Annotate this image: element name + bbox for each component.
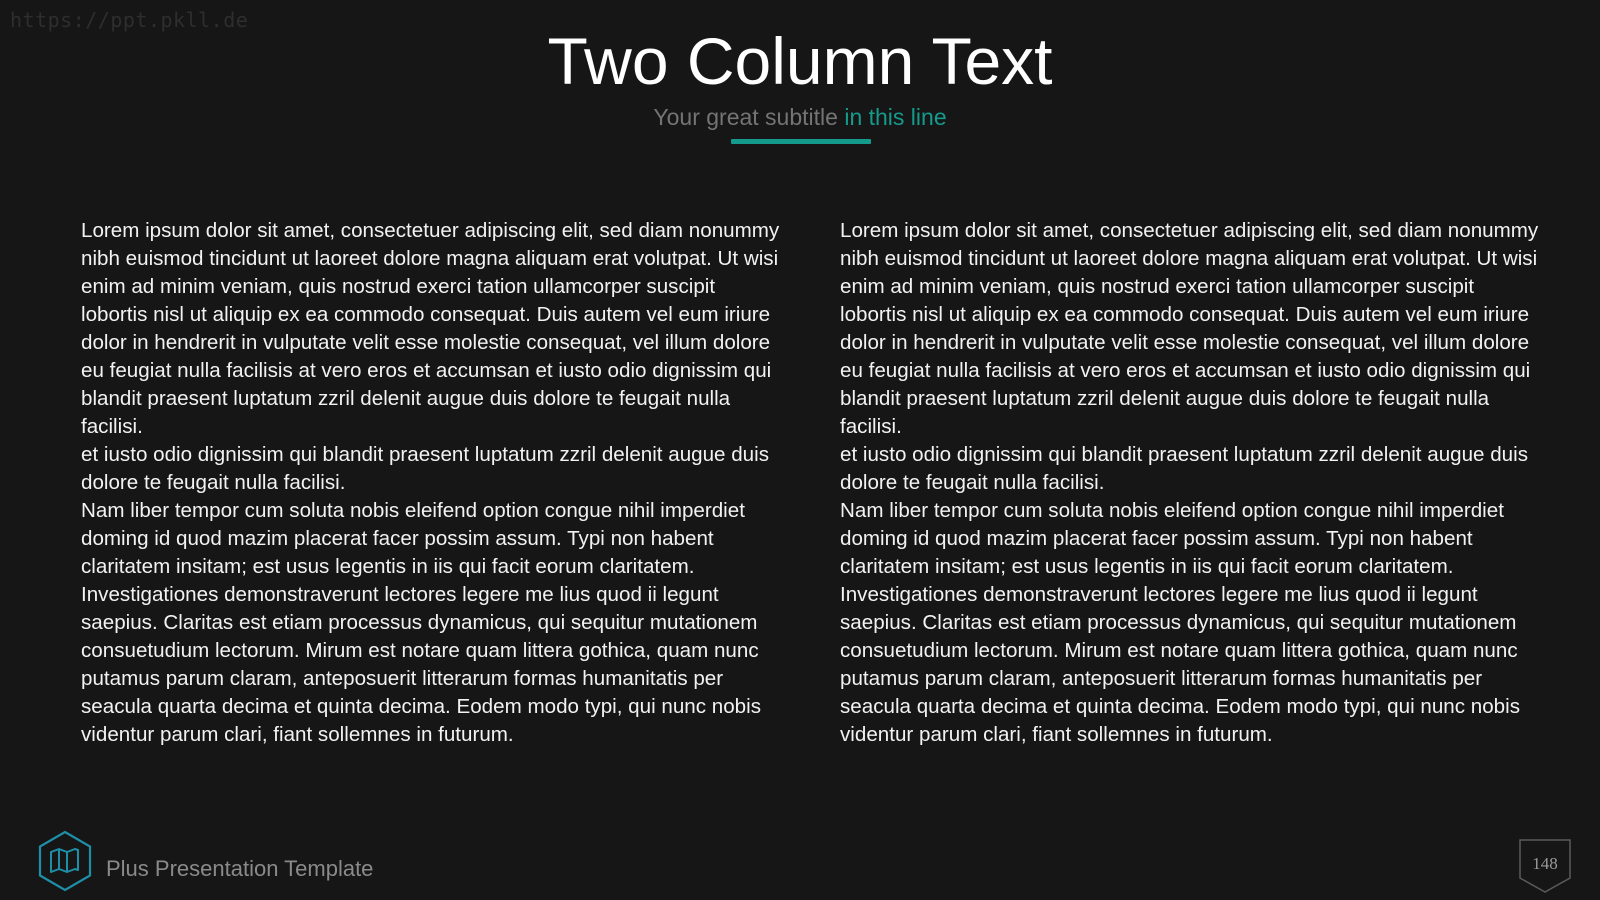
left-text-column — [81, 217, 781, 749]
right-text-column — [840, 217, 1540, 749]
slide-title: Two Column Text — [547, 24, 1053, 98]
right-paragraph-3: Nam liber tempor cum soluta nobis eleifend option congue nihil imperdiet doming id quod mazim placerat facer possim assum. Typi non habent claritatem insitam; est usus legentis in iis qui facit eorum claritatem. Investigationes demonstraverunt lectores legere me lius quod ii legunt saepius. Claritas est etiam processus dynamicus, qui sequitur mutationem consuetudium lectorum. Mirum est notare quam littera gothica, quam nunc putamus parum claram, anteposuerit litterarum formas humanitatis per seacula quarta decima et quinta decima. Eodem modo typi, qui nunc nobis videntur parum clari, fiant sollemnes in futurum. — [840, 499, 1520, 746]
title-underline — [731, 139, 871, 144]
page-number: 148 — [1532, 854, 1558, 873]
subtitle-text: Your great subtitle — [653, 104, 845, 130]
map-icon — [34, 830, 96, 892]
left-paragraph-2: et iusto odio dignissim qui blandit praesent luptatum zzril delenit augue duis dolore te feugait nulla facilisi. — [81, 443, 770, 494]
footer-template-name: Plus Presentation Template — [106, 856, 374, 881]
left-paragraph-3: Nam liber tempor cum soluta nobis eleifend option congue nihil imperdiet doming id quod mazim placerat facer possim assum. Typi non habent claritatem insitam; est usus legentis in iis qui facit eorum claritatem. Investigationes demonstraverunt lectores legere me lius quod ii legunt saepius. Claritas est etiam processus dynamicus, qui sequitur mutationem consuetudium lectorum. Mirum est notare quam littera gothica, quam nunc putamus parum claram, anteposuerit litterarum formas humanitatis per seacula quarta decima et quinta decima. Eodem modo typi, qui nunc nobis videntur parum clari, fiant sollemnes in futurum. — [81, 499, 761, 746]
watermark-url: https://ppt.pkll.de — [10, 8, 249, 32]
subtitle-highlight: in this line — [844, 104, 947, 130]
slide-subtitle — [0, 102, 1600, 132]
left-paragraph-1: Lorem ipsum dolor sit amet, consectetuer adipiscing elit, sed diam nonummy nibh euismod tincidunt ut laoreet dolore magna aliquam erat volutpat. Ut wisi enim ad minim veniam, quis nostrud exerci tation ullamcorper suscipit lobortis nisl ut aliquip ex ea commodo consequat. Duis autem vel eum iriure dolor in hendrerit in vulputate velit esse molestie consequat, vel illum dolore eu feugiat nulla facilisis at vero eros et accumsan et iusto odio dignissim qui blandit praesent luptatum zzril delenit augue duis dolore te feugait nulla facilisi. — [81, 219, 780, 438]
right-paragraph-1: Lorem ipsum dolor sit amet, consectetuer adipiscing elit, sed diam nonummy nibh euismod tincidunt ut laoreet dolore magna aliquam erat volutpat. Ut wisi enim ad minim veniam, quis nostrud exerci tation ullamcorper suscipit lobortis nisl ut aliquip ex ea commodo consequat. Duis autem vel eum iriure dolor in hendrerit in vulputate velit esse molestie consequat, vel illum dolore eu feugiat nulla facilisis at vero eros et accumsan et iusto odio dignissim qui blandit praesent luptatum zzril delenit augue duis dolore te feugait nulla facilisi. — [840, 219, 1539, 438]
right-paragraph-2: et iusto odio dignissim qui blandit praesent luptatum zzril delenit augue duis dolore te feugait nulla facilisi. — [840, 443, 1529, 494]
